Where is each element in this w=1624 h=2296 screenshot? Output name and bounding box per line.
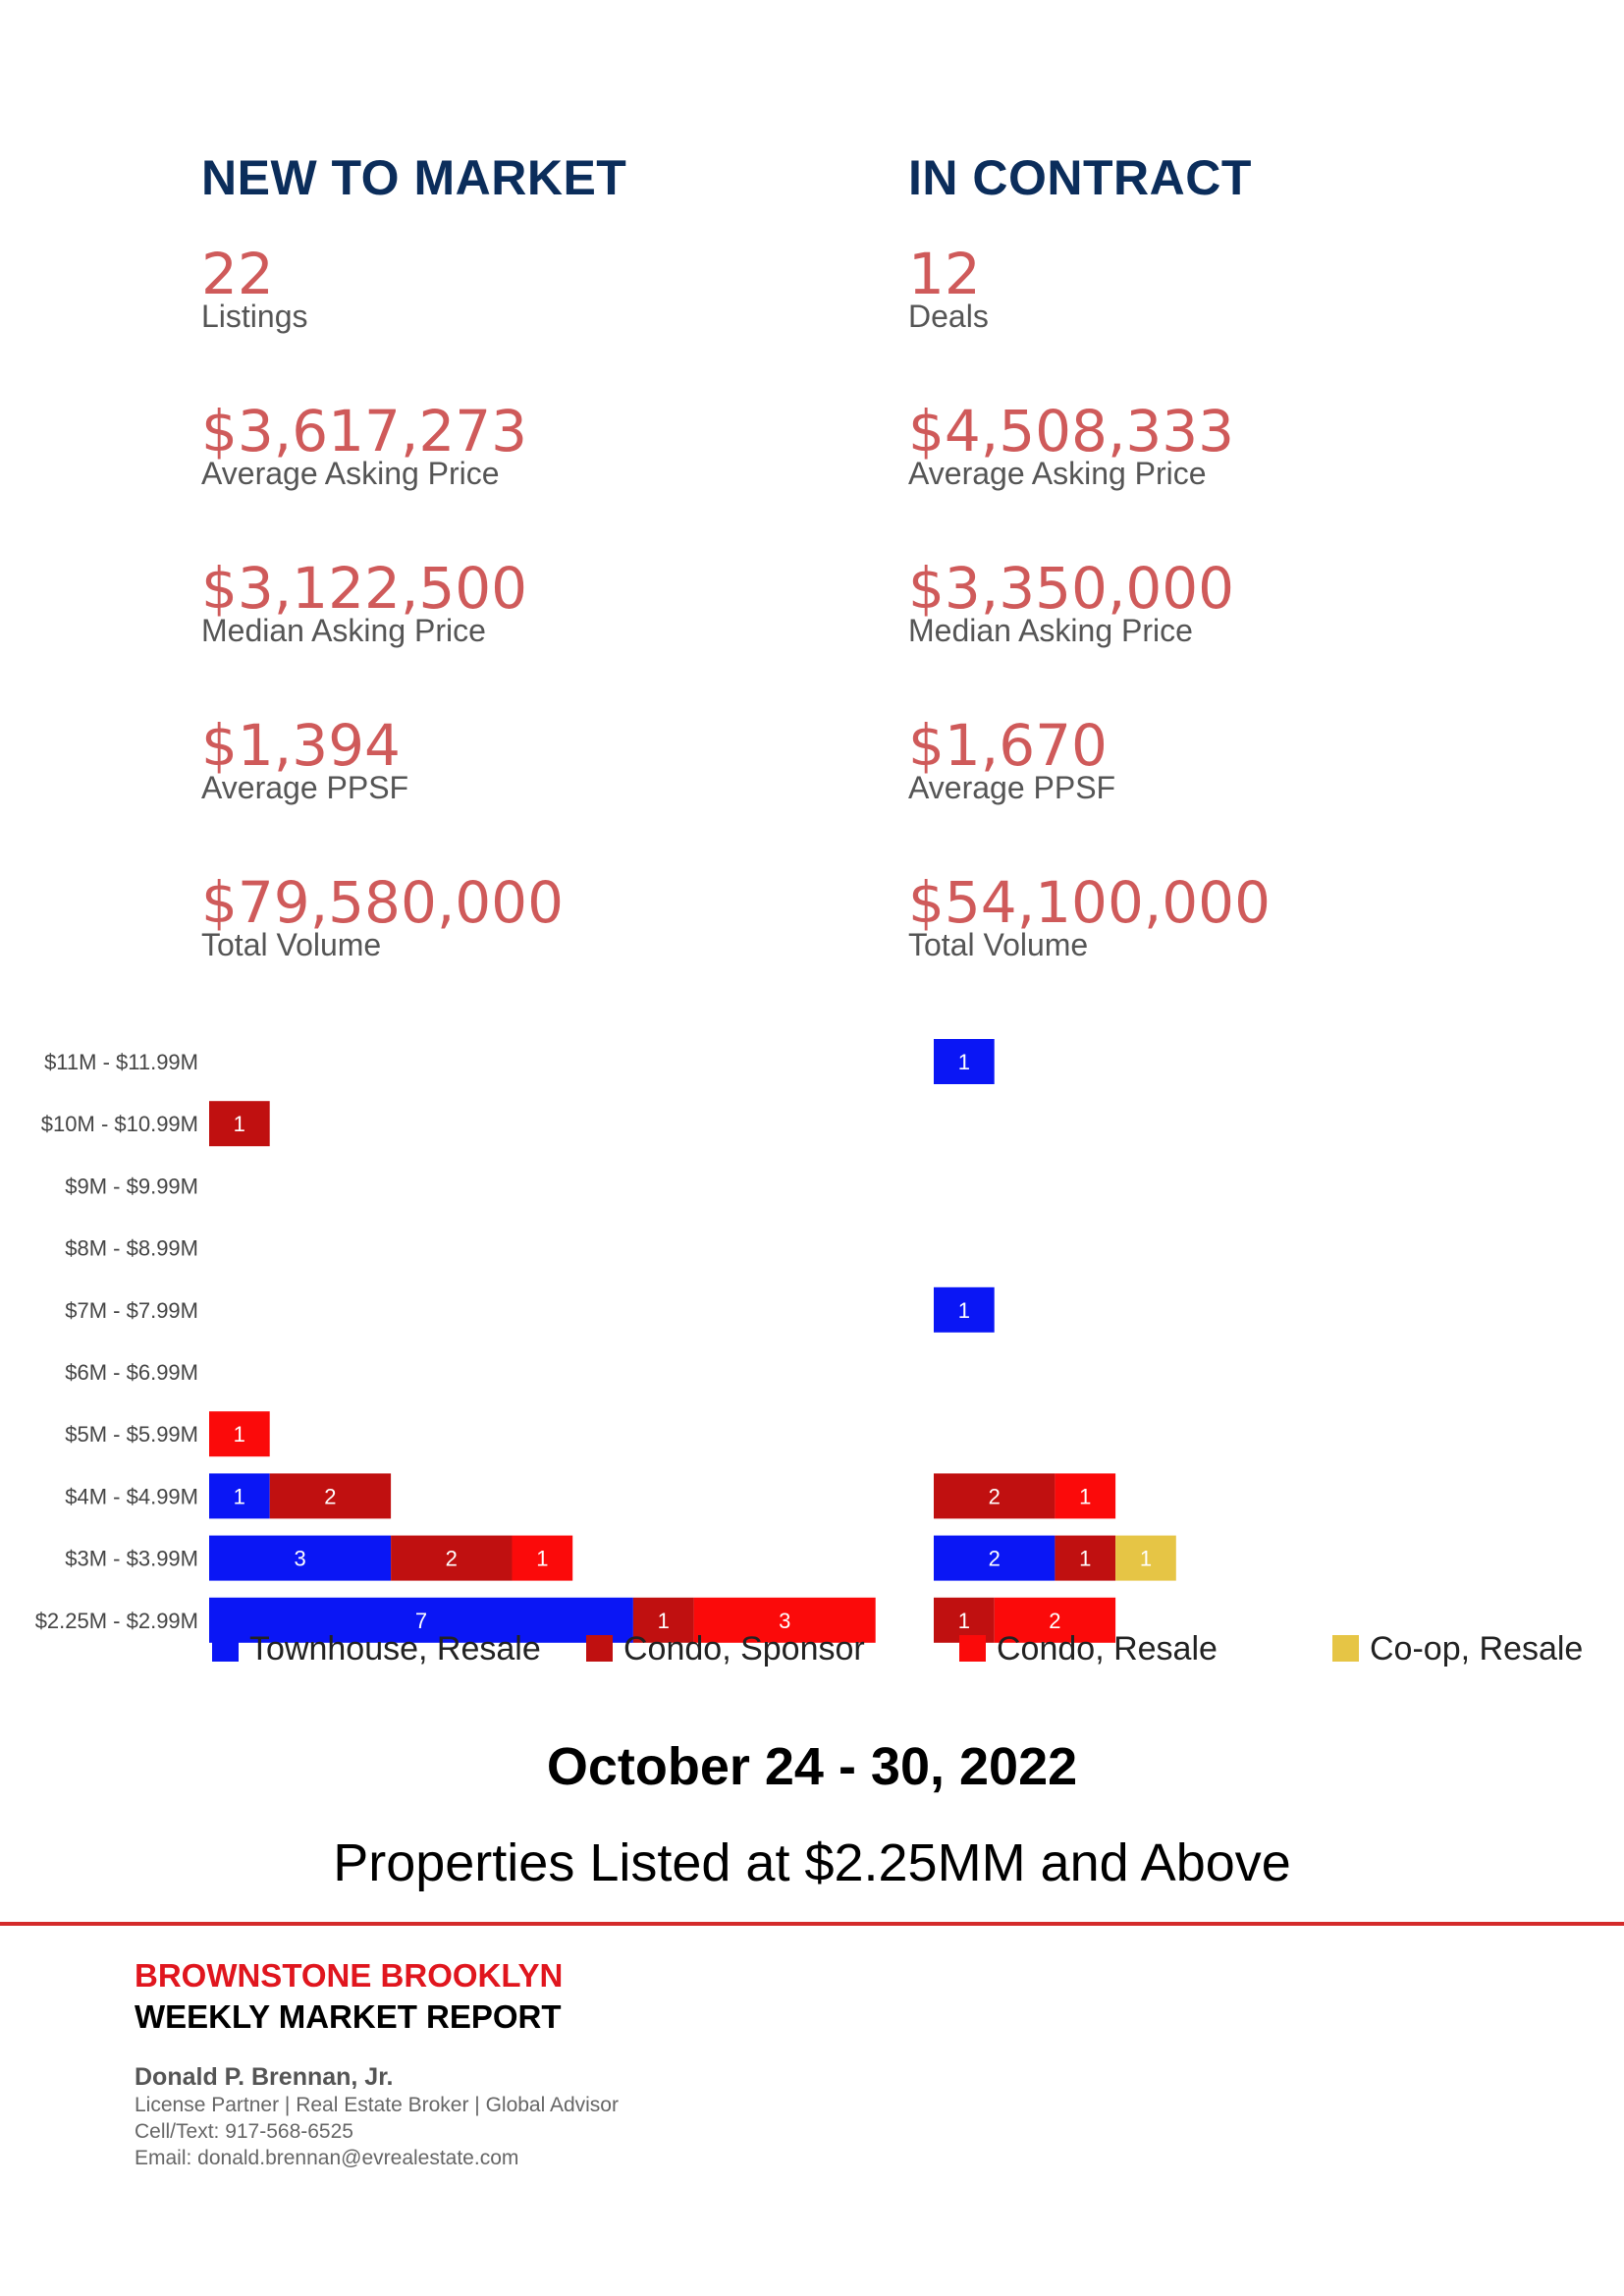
agent-phone: Cell/Text: 917-568-6525 xyxy=(135,2120,353,2143)
agent-contact-block xyxy=(135,2062,619,2171)
bar-data-label: 1 xyxy=(233,1112,245,1137)
stat-value: 22 xyxy=(201,241,274,307)
bar-data-label: 1 xyxy=(233,1422,245,1448)
stat-value: $1,670 xyxy=(908,712,1108,779)
bar-data-label: 1 xyxy=(1079,1546,1092,1571)
legend-item-townhouse-resale xyxy=(212,1630,541,1673)
category-label: $2.25M - $2.99M xyxy=(34,1608,198,1633)
bar-data-label: 2 xyxy=(988,1546,1001,1571)
stat-label: Average PPSF xyxy=(908,770,1116,805)
category-label: $5M - $5.99M xyxy=(65,1422,198,1448)
stat-value: $1,394 xyxy=(201,712,401,779)
category-label: $11M - $11.99M xyxy=(44,1050,198,1074)
legend-swatch xyxy=(212,1635,239,1662)
bar-data-label: 1 xyxy=(1139,1546,1153,1571)
legend-label: Co-op, Resale xyxy=(1370,1630,1584,1667)
stat-value: $4,508,333 xyxy=(908,398,1235,465)
brand-subtitle: WEEKLY MARKET REPORT xyxy=(135,1998,562,2035)
bar-data-label: 1 xyxy=(233,1484,245,1509)
stat-value: 12 xyxy=(908,241,981,307)
stat-label: Total Volume xyxy=(908,927,1089,962)
legend-swatch xyxy=(959,1635,986,1662)
legend-label: Townhouse, Resale xyxy=(249,1630,541,1667)
category-label: $10M - $10.99M xyxy=(40,1112,198,1137)
category-label: $8M - $8.99M xyxy=(65,1235,198,1261)
bar-data-label: 2 xyxy=(988,1484,1001,1509)
report-date-range: October 24 - 30, 2022 xyxy=(546,1737,1078,1796)
stat-value: $3,122,500 xyxy=(201,555,528,622)
stat-value: $3,617,273 xyxy=(201,398,528,465)
stat-label: Average PPSF xyxy=(201,770,409,805)
bar-data-label: 1 xyxy=(957,1297,971,1323)
stat-label: Average Asking Price xyxy=(201,456,500,491)
agent-title: License Partner | Real Estate Broker | Global Advisor xyxy=(135,2094,619,2116)
bar-data-label: 3 xyxy=(779,1608,791,1633)
bar-data-label: 2 xyxy=(1049,1608,1061,1633)
bar-data-label: 1 xyxy=(536,1546,549,1571)
stat-value: $3,350,000 xyxy=(908,555,1235,622)
legend-swatch xyxy=(586,1635,613,1662)
report-subtitle: Properties Listed at $2.25MM and Above xyxy=(333,1833,1291,1892)
brand-title: BROWNSTONE BROOKLYN xyxy=(135,1957,564,1994)
stat-value: $79,580,000 xyxy=(201,869,564,936)
legend-label: Condo, Sponsor xyxy=(623,1630,865,1667)
bar-data-label: 2 xyxy=(324,1484,337,1509)
category-label: $3M - $3.99M xyxy=(65,1546,198,1571)
legend-item-coop-resale xyxy=(1332,1630,1583,1673)
agent-name: Donald P. Brennan, Jr. xyxy=(135,2063,394,2091)
in-contract-title: IN CONTRACT xyxy=(908,150,1252,205)
category-label: $4M - $4.99M xyxy=(65,1484,198,1509)
bar-data-label: 3 xyxy=(294,1546,306,1571)
bar-data-label: 1 xyxy=(1079,1484,1092,1509)
bar-data-label: 1 xyxy=(957,1050,971,1074)
stat-label: Deals xyxy=(908,299,989,334)
stat-label: Average Asking Price xyxy=(908,456,1207,491)
category-label: $6M - $6.99M xyxy=(65,1360,198,1385)
legend-item-condo-resale xyxy=(959,1630,1218,1673)
legend-label: Condo, Resale xyxy=(997,1630,1218,1667)
new-to-market-title: NEW TO MARKET xyxy=(201,150,627,205)
category-label: $9M - $9.99M xyxy=(65,1174,198,1199)
legend-item-condo-sponsor xyxy=(586,1630,865,1673)
stat-label: Listings xyxy=(201,299,308,334)
stat-label: Total Volume xyxy=(201,927,382,962)
footer-divider xyxy=(0,1922,1624,1926)
bar-data-label: 2 xyxy=(445,1546,458,1571)
category-label: $7M - $7.99M xyxy=(65,1297,198,1323)
bar-data-label: 7 xyxy=(414,1608,428,1633)
stat-label: Median Asking Price xyxy=(908,613,1193,648)
bar-data-label: 1 xyxy=(657,1608,670,1633)
agent-email[interactable]: Email: donald.brennan@evrealestate.com xyxy=(135,2147,519,2169)
stat-value: $54,100,000 xyxy=(908,869,1271,936)
stat-label: Median Asking Price xyxy=(201,613,486,648)
legend-swatch xyxy=(1332,1635,1359,1662)
bar-data-label: 1 xyxy=(957,1608,971,1633)
